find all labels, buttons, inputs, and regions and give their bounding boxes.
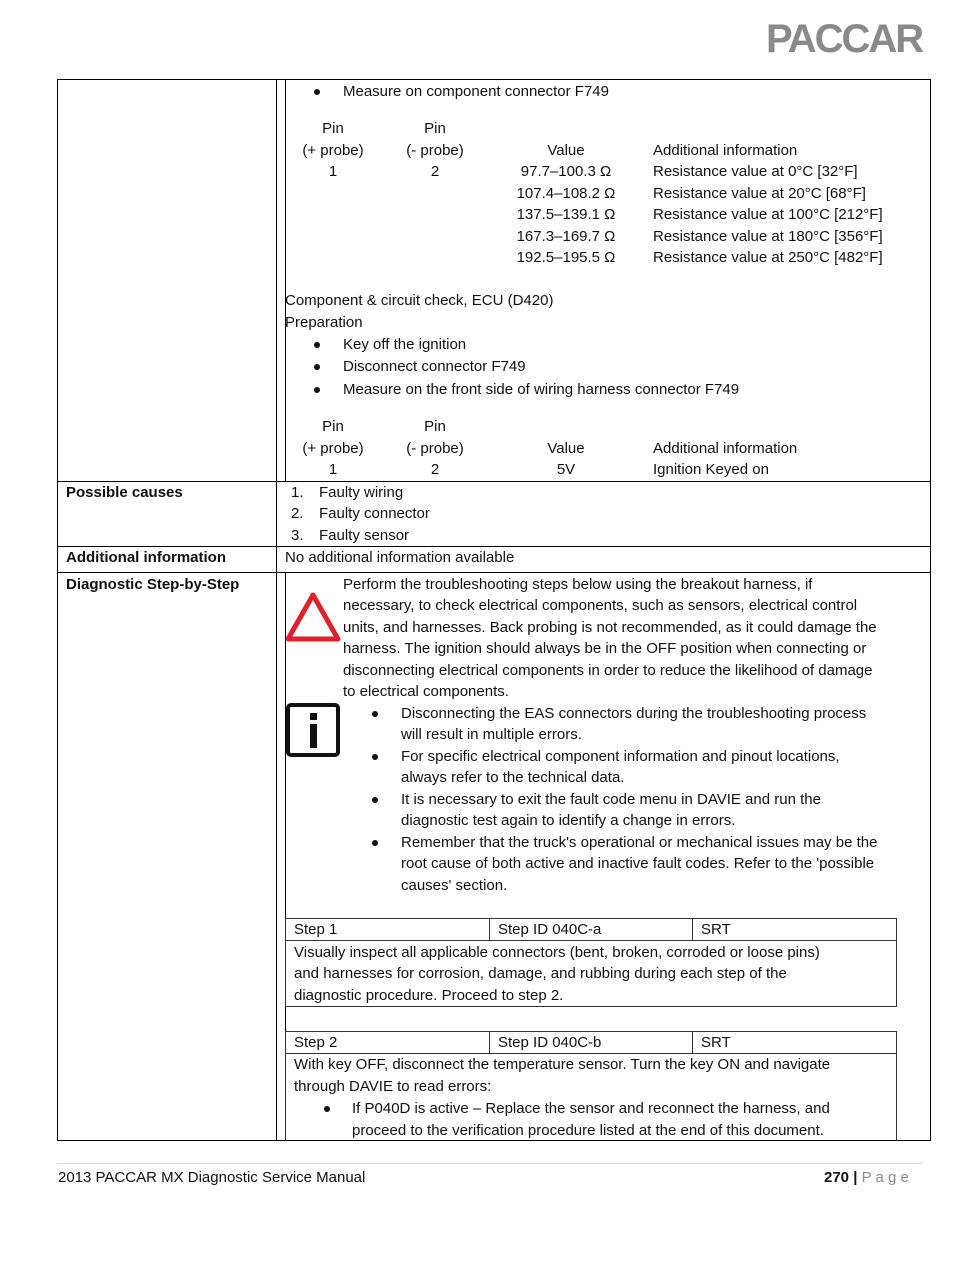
step-divider xyxy=(489,918,490,940)
resistance-value: 97.7–100.3 Ω xyxy=(520,163,612,180)
voltage-value: 5V xyxy=(556,461,576,478)
additional-info-text: No additional information available xyxy=(285,549,515,566)
check-title: Component & circuit check, ECU (D420) xyxy=(285,292,554,309)
footer-title: 2013 PACCAR MX Diagnostic Service Manual xyxy=(58,1169,366,1186)
bullet xyxy=(314,387,320,393)
step-divider xyxy=(489,1031,490,1053)
additional-info-label: Additional information xyxy=(66,549,226,566)
step1-text: diagnostic procedure. Proceed to step 2. xyxy=(294,987,564,1004)
bullet xyxy=(314,89,320,95)
step-divider xyxy=(692,918,693,940)
resistance-info: Resistance value at 180°C [356°F] xyxy=(653,228,883,245)
resistance-info: Resistance value at 0°C [32°F] xyxy=(653,163,858,180)
pin-minus-value: 2 xyxy=(430,461,440,478)
row-divider xyxy=(57,572,931,573)
footer-page xyxy=(824,1167,909,1188)
bullet xyxy=(372,797,378,803)
info-header: Additional information xyxy=(653,142,798,159)
cause-number: 1. xyxy=(291,484,304,501)
step1-type: SRT xyxy=(701,921,731,938)
step2-label: Step 2 xyxy=(294,1034,338,1051)
resistance-value: 137.5–139.1 Ω xyxy=(516,206,616,223)
bullet xyxy=(324,1106,330,1112)
table-column-divider xyxy=(276,79,277,1141)
step2-text: through DAVIE to read errors: xyxy=(294,1078,492,1095)
warning-line: necessary, to check electrical components, such as sensors, electrical control xyxy=(343,597,858,614)
resistance-info: Resistance value at 100°C [212°F] xyxy=(653,206,883,223)
warning-line: Perform the troubleshooting steps below using the breakout harness, if xyxy=(343,576,813,593)
info-bullet-line: Disconnecting the EAS connectors during the troubleshooting process xyxy=(401,705,867,722)
minus-probe-header: (- probe) xyxy=(406,142,464,159)
page-word: P a g e xyxy=(861,1169,909,1186)
info-bullet-line: For specific electrical component information and pinout locations, xyxy=(401,748,840,765)
warning-icon xyxy=(284,591,342,643)
step2-text: With key OFF, disconnect the temperature sensor. Turn the key ON and navigate xyxy=(294,1056,831,1073)
resistance-value: 192.5–195.5 Ω xyxy=(516,249,616,266)
step1-text: and harnesses for corrosion, damage, and rubbing during each step of the xyxy=(294,965,787,982)
cause-number: 3. xyxy=(291,527,304,544)
step2-type: SRT xyxy=(701,1034,731,1051)
pin-header: Pin xyxy=(322,120,344,137)
minus-probe-header: (- probe) xyxy=(406,440,464,457)
info-header: Additional information xyxy=(653,440,798,457)
step1-label: Step 1 xyxy=(294,921,338,938)
info-bullet-line: always refer to the technical data. xyxy=(401,769,625,786)
bullet xyxy=(372,711,378,717)
info-bullet-line: causes' section. xyxy=(401,877,508,894)
cause-item: Faulty wiring xyxy=(319,484,404,501)
bullet xyxy=(314,342,320,348)
measure-component-text: Measure on component connector F749 xyxy=(343,83,609,100)
possible-causes-label: Possible causes xyxy=(66,484,183,501)
diagnostic-label: Diagnostic Step-by-Step xyxy=(66,576,240,593)
info-bullet-line: root cause of both active and inactive fault codes. Refer to the 'possible xyxy=(401,855,875,872)
warning-line: disconnecting electrical components in order to reduce the likelihood of damage xyxy=(343,662,873,679)
bullet xyxy=(372,754,378,760)
step-divider xyxy=(692,1031,693,1053)
bullet xyxy=(372,840,378,846)
info-bullet-line: Remember that the truck's operational or mechanical issues may be the xyxy=(401,834,878,851)
preparation-label: Preparation xyxy=(285,314,363,331)
pin-header: Pin xyxy=(322,418,344,435)
plus-probe-header: (+ probe) xyxy=(302,142,364,159)
content-border xyxy=(285,79,286,481)
warning-line: to electrical components. xyxy=(343,683,509,700)
warning-line: harness. The ignition should always be in the OFF position when connecting or xyxy=(343,640,867,657)
step1-id: Step ID 040C-a xyxy=(498,921,602,938)
logo-text: PACCAR xyxy=(766,18,923,58)
prep-item: Key off the ignition xyxy=(343,336,467,353)
prep-item: Disconnect connector F749 xyxy=(343,358,526,375)
info-bullet-line: will result in multiple errors. xyxy=(401,726,582,743)
resistance-info: Resistance value at 250°C [482°F] xyxy=(653,249,883,266)
voltage-info: Ignition Keyed on xyxy=(653,461,769,478)
step2-bullet-text: If P040D is active – Replace the sensor and reconnect the harness, and xyxy=(352,1100,830,1117)
step2-id: Step ID 040C-b xyxy=(498,1034,602,1051)
warning-line: units, and harnesses. Back probing is not recommended, as it could damage the xyxy=(343,619,877,636)
value-header: Value xyxy=(547,142,585,159)
cause-number: 2. xyxy=(291,505,304,522)
pin-header: Pin xyxy=(424,418,446,435)
pin-header: Pin xyxy=(424,120,446,137)
pin-minus-value: 2 xyxy=(430,163,440,180)
step2-bullet-text: proceed to the verification procedure listed at the end of this document. xyxy=(352,1122,824,1139)
resistance-info: Resistance value at 20°C [68°F] xyxy=(653,185,866,202)
info-icon xyxy=(285,702,341,758)
resistance-value: 107.4–108.2 Ω xyxy=(516,185,616,202)
step-divider xyxy=(285,940,897,941)
page-number: 270 xyxy=(824,1169,850,1186)
value-header: Value xyxy=(547,440,585,457)
footer-divider xyxy=(57,1163,923,1164)
paccar-logo xyxy=(766,18,924,58)
resistance-value: 167.3–169.7 Ω xyxy=(516,228,616,245)
plus-probe-header: (+ probe) xyxy=(302,440,364,457)
pin-plus-value: 1 xyxy=(328,461,338,478)
info-bullet-line: diagnostic test again to identify a change in errors. xyxy=(401,812,736,829)
info-bullet-line: It is necessary to exit the fault code menu in DAVIE and run the xyxy=(401,791,821,808)
pin-plus-value: 1 xyxy=(328,163,338,180)
row-divider xyxy=(57,481,931,482)
cause-item: Faulty sensor xyxy=(319,527,410,544)
cause-item: Faulty connector xyxy=(319,505,430,522)
bullet xyxy=(314,364,320,370)
page-separator: | xyxy=(853,1169,858,1186)
step1-text: Visually inspect all applicable connectors (bent, broken, corroded or loose pins) xyxy=(294,944,820,961)
prep-item: Measure on the front side of wiring harness connector F749 xyxy=(343,381,740,398)
